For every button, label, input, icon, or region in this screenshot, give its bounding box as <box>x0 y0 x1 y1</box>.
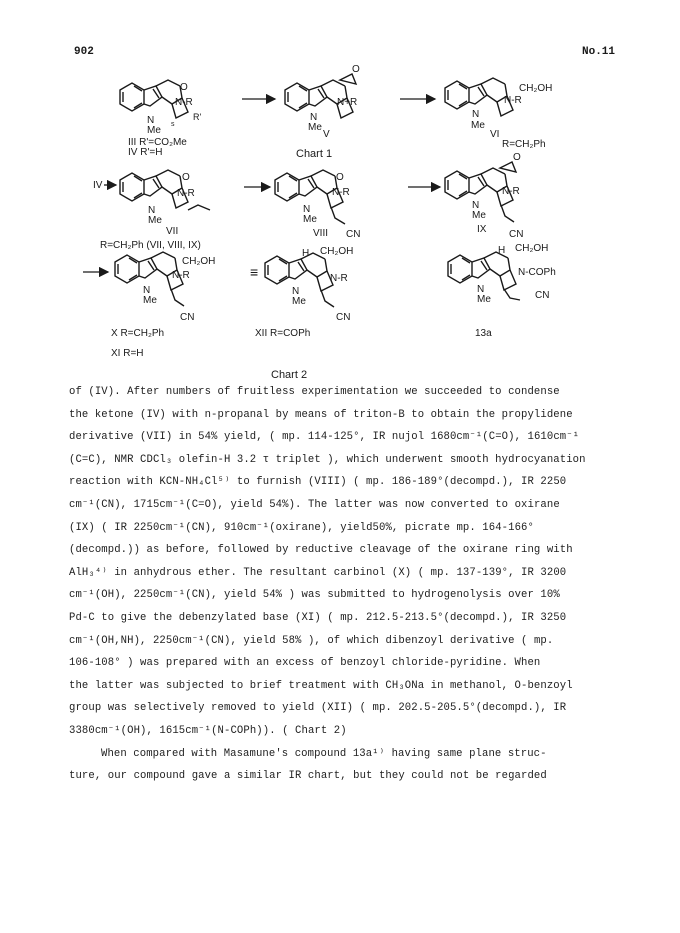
issue-number: No.11 <box>582 46 616 58</box>
nr-label: N-R <box>504 95 522 106</box>
text-line: cm⁻¹(OH,NH), 2250cm⁻¹(CN), yield 58% ), of which dibenzoyl derivative ( mp. <box>69 634 554 647</box>
ch2oh-label: CH₂OH <box>182 256 216 267</box>
compound-VI <box>445 78 552 150</box>
n-methyl-label: Me <box>292 296 306 307</box>
text-line: Pd-C to give the debenzylated base (XI) ( mp. 212.5-213.5°(decompd.), IR 3250 <box>69 611 567 624</box>
compound-X-label: X R=CH₂Ph <box>111 328 165 339</box>
nr-label: N-R <box>330 273 348 284</box>
text-line: ture, our compound gave a similar IR chart, but they could not be regarded <box>69 770 547 783</box>
chart-1-title: Chart 1 <box>296 148 333 160</box>
text-line: cm⁻¹(OH), 2250cm⁻¹(CN), yield 54% ) was submitted to hydrogenolysis over 10% <box>69 589 560 602</box>
text-line: the ketone (IV) with n-propanal by means of triton-B to obtain the propylidene <box>69 408 573 421</box>
nr-label: N-R <box>175 97 193 108</box>
n-methyl-label: Me <box>143 295 157 306</box>
n-methyl-label: Me <box>147 125 161 136</box>
reaction-scheme <box>0 0 680 385</box>
text-line: (IX) ( IR 2250cm⁻¹(CN), 910cm⁻¹(oxirane), yield50%, picrate mp. 164-166° <box>69 521 534 534</box>
n-methyl-label: Me <box>303 214 317 225</box>
nr-label: N-R <box>177 188 195 199</box>
chart-2-title: Chart 2 <box>271 369 308 381</box>
oxirane-o-label: O <box>352 64 360 75</box>
compound-XII-label: XII R=COPh <box>255 328 311 339</box>
compound-V-label: V <box>323 129 330 140</box>
n-methyl-label: Me <box>472 210 486 221</box>
text-line: AlH₃⁴⁾ in anhydrous ether. The resultant carbinol (X) ( mp. 137-139°, IR 3200 <box>69 566 567 579</box>
oxirane-o-label: O <box>513 152 521 163</box>
indole-n-label: N <box>292 286 300 297</box>
ketone-o-label: O <box>180 82 188 93</box>
compound-VIII-label: VIII <box>313 228 329 239</box>
text-line: 106-108° ) was prepared with an excess of benzoyl chloride-pyridine. When <box>69 657 541 670</box>
page-number: 902 <box>74 46 94 58</box>
cn-label: CN <box>336 312 351 323</box>
indole-n-label: N <box>477 284 485 295</box>
compound-XI-label: XI R=H <box>111 348 144 359</box>
r-prime-label: R' <box>193 112 202 122</box>
ketone-o-label: O <box>336 172 344 183</box>
indole-n-label: N <box>472 200 480 211</box>
compound-VIII <box>275 170 360 240</box>
n-methyl-label: Me <box>471 120 485 131</box>
cn-label: CN <box>509 229 524 240</box>
nr-label: N+R <box>337 97 358 108</box>
ncoph-label: N-COPh <box>518 267 556 278</box>
compound-III-label: III R'=CO₂Me <box>128 137 187 148</box>
compound-IX <box>445 152 523 240</box>
compound-VII <box>120 170 210 237</box>
text-line: (decompd.)) as before, followed by reductive cleavage of the oxirane ring with <box>69 544 573 557</box>
n-methyl-label: Me <box>477 294 491 305</box>
text-line: the latter was subjected to brief treatment with CH₃ONa in methanol, O-benzoyl <box>69 679 573 692</box>
indole-n-label: N <box>472 109 480 120</box>
equivalence-symbol: ≡ <box>250 264 259 280</box>
text-line: group was selectively removed to yield (XII) ( mp. 202.5-205.5°(decompd.), IR <box>69 702 567 715</box>
ch2oh-label: CH₂OH <box>320 246 354 257</box>
start-compound-IV: IV <box>93 180 103 191</box>
text-line: cm⁻¹(CN), 1715cm⁻¹(C=O), yield 54%). The latter was now converted to oxirane <box>69 498 560 511</box>
compound-XII <box>255 246 353 339</box>
n-methyl-label: Me <box>308 122 322 133</box>
compound-X-XI <box>111 252 215 359</box>
indole-n-label: N <box>148 205 156 216</box>
ch2oh-label: CH₂OH <box>519 83 553 94</box>
indole-n-label: N <box>303 204 311 215</box>
n-methyl-label: Me <box>148 215 162 226</box>
text-line: When compared with Masamune's compound 13a¹⁾ having same plane struc- <box>101 747 547 760</box>
h-label: H <box>302 248 310 259</box>
indole-n-label: N <box>310 112 318 123</box>
compound-VII-label: VII <box>166 226 179 237</box>
nr-label: N-R <box>502 186 520 197</box>
compound-IX-label: IX <box>477 224 487 235</box>
cn-label: CN <box>535 290 550 301</box>
text-line: (C=C), NMR CDCl₃ olefin-H 3.2 τ triplet ), which underwent smooth hydrocyanation <box>69 453 586 466</box>
compound-V <box>285 64 360 140</box>
compound-VI-label: VI <box>490 129 500 140</box>
s-label: s <box>171 121 175 128</box>
text-line: of (IV). After numbers of fruitless experimentation we succeeded to condense <box>69 386 560 398</box>
indole-n-label: N <box>143 285 151 296</box>
nr-label: N-R <box>332 187 350 198</box>
paragraph-1 <box>69 381 614 743</box>
compound-13a-label: 13a <box>475 328 492 339</box>
body-text <box>69 381 614 788</box>
compound-III-IV <box>120 80 201 158</box>
compound-IV-label: IV R'=H <box>128 147 163 158</box>
ketone-o-label: O <box>182 172 190 183</box>
h-label: H <box>498 245 506 256</box>
text-line: derivative (VII) in 54% yield, ( mp. 114-125°, IR nujol 1680cm⁻¹(C=O), 1610cm⁻¹ <box>69 431 580 444</box>
paragraph-2 <box>69 743 614 788</box>
r-definition-chart2: R=CH₂Ph (VII, VIII, IX) <box>100 240 201 251</box>
compound-13a <box>448 243 556 339</box>
indole-n-label: N <box>147 115 155 126</box>
text-line: reaction with KCN-NH₄Cl⁵⁾ to furnish (VIII) ( mp. 186-189°(decompd.), IR 2250 <box>69 476 567 489</box>
text-line: 3380cm⁻¹(OH), 1615cm⁻¹(N-COPh)). ( Chart 2) <box>69 724 347 737</box>
nr-label: N-R <box>172 270 190 281</box>
r-definition-chart1: R=CH₂Ph <box>502 139 546 150</box>
ch2oh-label: CH₂OH <box>515 243 549 254</box>
cn-label: CN <box>346 229 361 240</box>
cn-label: CN <box>180 312 195 323</box>
